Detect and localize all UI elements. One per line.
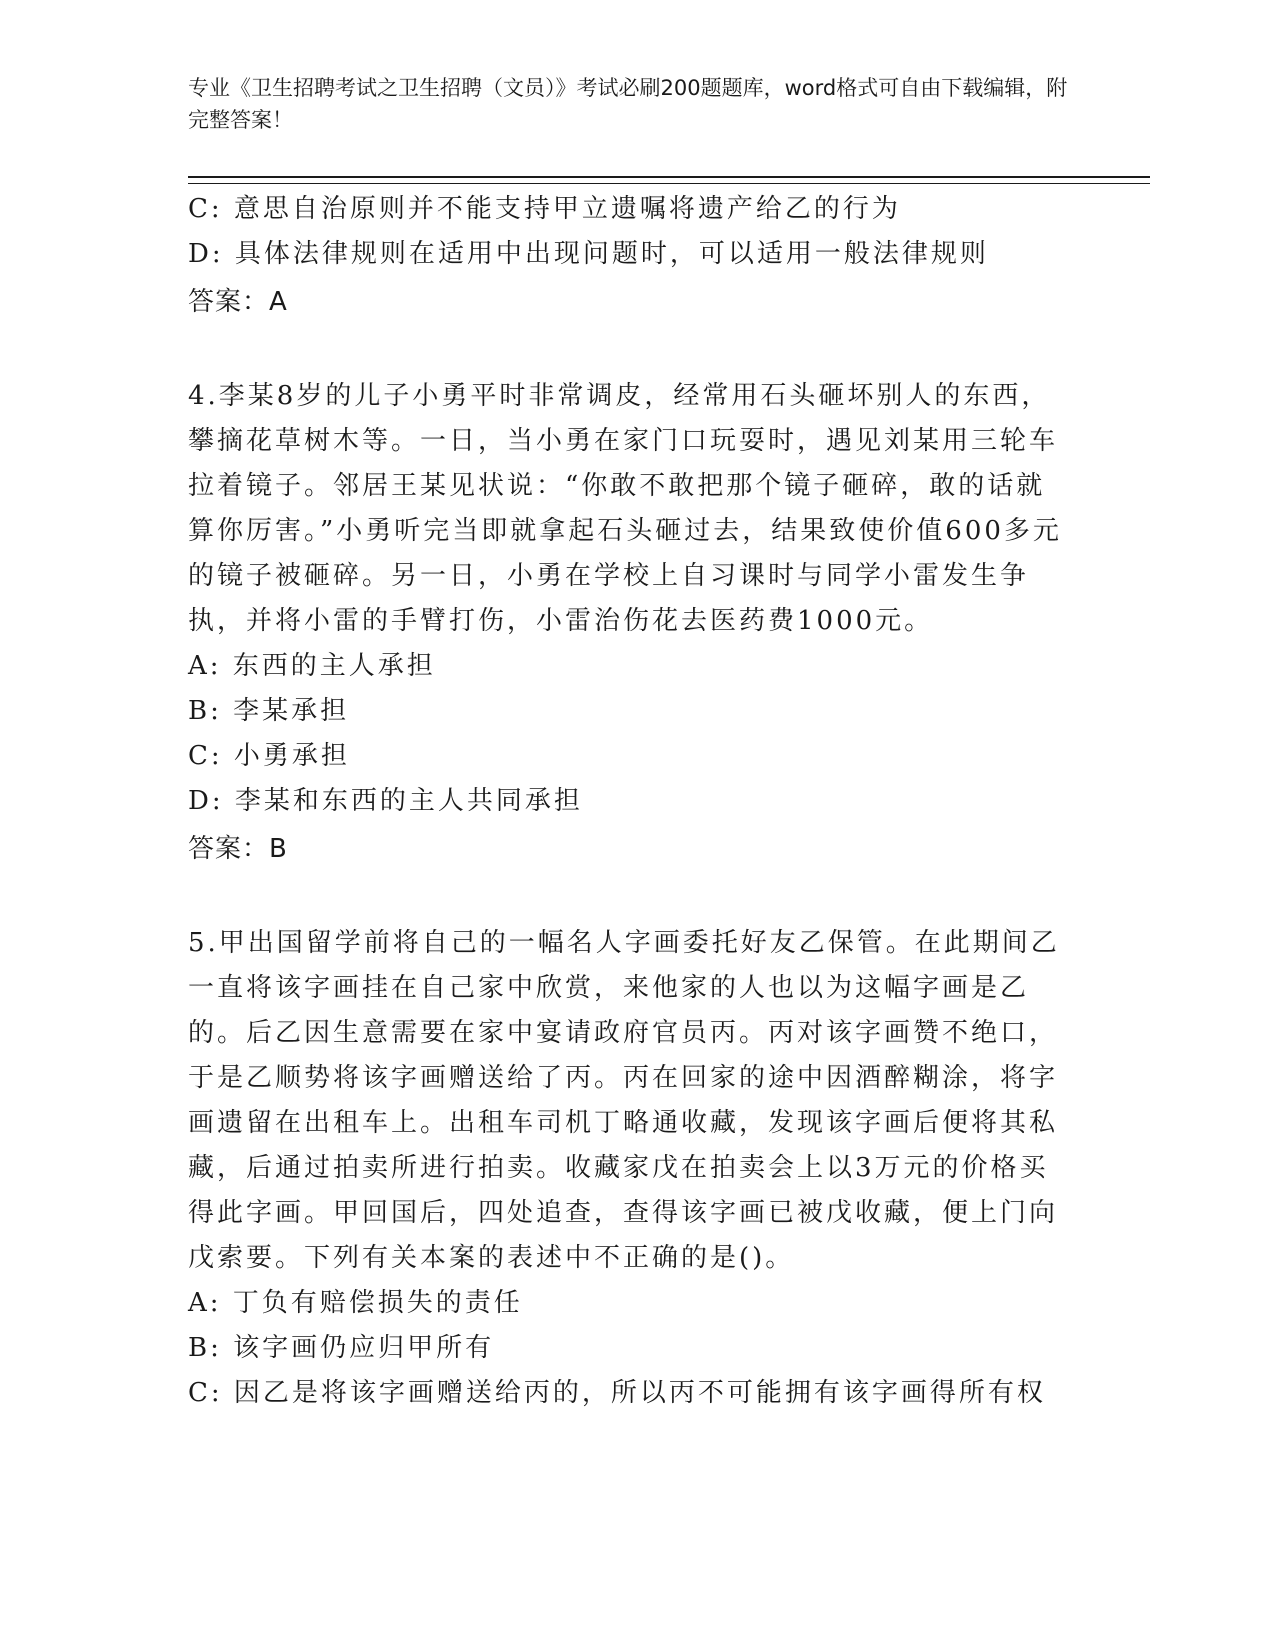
header-rule-thin xyxy=(188,183,1150,184)
header-rule-thick xyxy=(188,176,1150,178)
q4-stem: 4.李某8岁的儿子小勇平时非常调皮，经常用石头砸坏别人的东西，攀摘花草树木等。一日，当小勇在家门口玩耍时，遇见刘某用三轮车拉着镜子。邻居王某见状说：“你敢不敢把那个镜子砸碎，敢的话就算你厉害。”小勇听完当即就拿起石头砸过去，结果致使价值600多元的镜子被砸碎。另一日，小勇在学校上自习课时与同学小雷发生争执，并将小雷的手臂打伤，小雷治伤花去医药费1000元。 xyxy=(188,381,1062,636)
q3-option-d: D: 具体法律规则在适用中出现问题时，可以适用一般法律规则 xyxy=(188,239,989,269)
q3-answer: 答案：A xyxy=(188,287,288,317)
q4-option-a: A: 东西的主人承担 xyxy=(188,651,436,681)
q3-option-c: C: 意思自治原则并不能支持甲立遗嘱将遗产给乙的行为 xyxy=(188,194,901,224)
document-body xyxy=(188,187,1068,1416)
q5-option-c: C: 因乙是将该字画赠送给丙的，所以丙不可能拥有该字画得所有权 xyxy=(188,1378,1046,1408)
spacer xyxy=(188,874,1068,921)
q4-answer: 答案：B xyxy=(188,834,288,864)
q5-option-a: A: 丁负有赔偿损失的责任 xyxy=(188,1288,523,1318)
page-header: 专业《卫生招聘考试之卫生招聘（文员）》考试必刷200题题库，word格式可自由下载编辑，附完整答案！ xyxy=(188,76,1068,132)
q4-option-b: B: 李某承担 xyxy=(188,696,350,726)
q5-option-b: B: 该字画仍应归甲所有 xyxy=(188,1333,495,1363)
q4-option-d: D: 李某和东西的主人共同承担 xyxy=(188,786,583,816)
q5-stem: 5.甲出国留学前将自己的一幅名人字画委托好友乙保管。在此期间乙一直将该字画挂在自己家中欣赏，来他家的人也以为这幅字画是乙的。后乙因生意需要在家中宴请政府官员丙。丙对该字画赞不绝口，于是乙顺势将该字画赠送给了丙。丙在回家的途中因酒醉糊涂，将字画遗留在出租车上。出租车司机丁略通收藏，发现该字画后便将其私藏，后通过拍卖所进行拍卖。收藏家戊在拍卖会上以3万元的价格买得此字画。甲回国后，四处追查，查得该字画已被戊收藏，便上门向戊索要。下列有关本案的表述中不正确的是()。 xyxy=(188,928,1060,1273)
spacer xyxy=(188,327,1068,374)
q4-option-c: C: 小勇承担 xyxy=(188,741,350,771)
